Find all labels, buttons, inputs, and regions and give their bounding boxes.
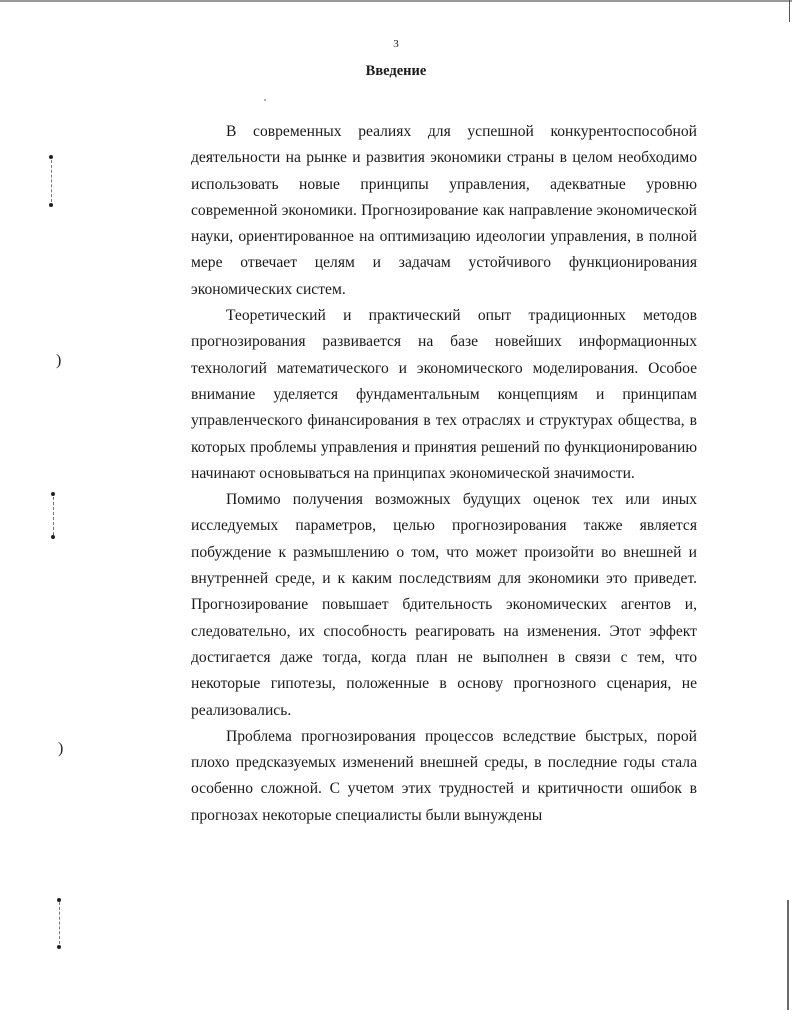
scan-edge-top bbox=[0, 0, 792, 2]
scan-edge-right bbox=[789, 0, 790, 22]
paragraph: Проблема прогнозирования процессов вследствие быстрых, порой плохо предсказуемых изменений внешней среды, в последние годы стала особенно сложной. С учетом этих трудностей и критичности ошибок в прогнозах некоторые специалисты были вынуждены bbox=[191, 727, 697, 824]
binding-mark bbox=[51, 535, 55, 539]
bracket-mark: ) bbox=[58, 740, 64, 757]
page-number: 3 bbox=[393, 38, 399, 50]
body-text bbox=[191, 119, 697, 829]
binding-line bbox=[59, 902, 60, 944]
bracket-mark: ) bbox=[56, 352, 62, 369]
paragraph: Помимо получения возможных будущих оценок тех или иных исследуемых параметров, целью прогнозирования также является побуждение к размышлению о том, что может произойти во внешней и внутренней среде, и к каким последствиям для экономики это приведет. Прогнозирование повышает бдительность экономических агентов и, следовательно, их способность реагировать на изменения. Этот эффект достигается даже тогда, когда план не выполнен в связи с тем, что некоторые гипотезы, положенные в основу прогнозного сценария, не реализовались. bbox=[191, 491, 697, 719]
scan-speck bbox=[264, 99, 266, 101]
paragraph: Теоретический и практический опыт традиционных методов прогнозирования развивается на базе новейших информационных технологий математического и экономического моделирования. Особое внимание уделяется фундаментальным концепциям и принципам управленческого финансирования в тех отраслях и структурах общества, в которых проблемы управления и принятия решений по функционированию начинают основываться на принципах экономической значимости. bbox=[191, 307, 697, 482]
binding-mark bbox=[49, 203, 53, 207]
binding-line bbox=[51, 160, 52, 202]
binding-mark bbox=[51, 492, 55, 496]
binding-mark bbox=[57, 945, 61, 949]
paragraph: В современных реалиях для успешной конкурентоспособной деятельности на рынке и развития экономики страны в целом необходимо использовать новые принципы управления, адекватные уровню современной экономики. Прогнозирование как направление экономической науки, ориентированное на оптимизацию идеологии управления, в полной мере отвечает целям и задачам устойчивого функционирования экономических систем. bbox=[191, 123, 697, 298]
binding-line bbox=[53, 497, 54, 535]
page-title: Введение bbox=[365, 63, 427, 79]
scan-edge-right-lower bbox=[787, 900, 789, 1010]
binding-mark bbox=[49, 155, 53, 159]
